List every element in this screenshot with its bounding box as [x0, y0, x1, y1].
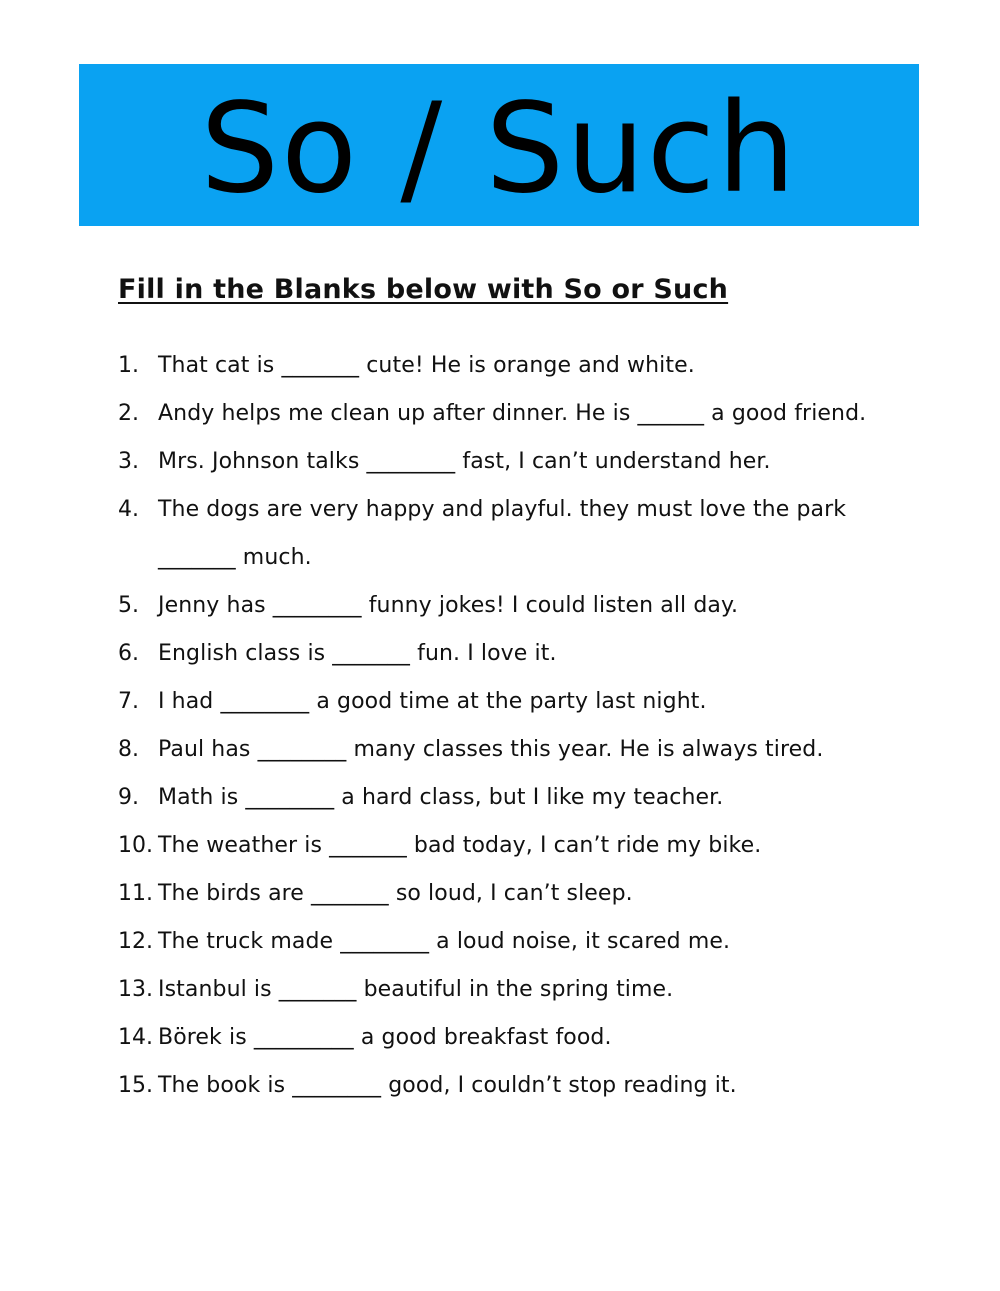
question-number: 14. [118, 1025, 153, 1050]
question-number: 5. [118, 593, 139, 618]
title-banner [79, 64, 919, 226]
question-item [118, 918, 898, 966]
question-number: 12. [118, 929, 153, 954]
question-text: Börek is _________ a good breakfast food. [158, 1025, 612, 1050]
question-text: Istanbul is _______ beautiful in the spring time. [158, 977, 674, 1002]
question-item [118, 774, 898, 822]
question-number: 15. [118, 1073, 153, 1098]
question-item [118, 438, 898, 486]
question-item [118, 582, 898, 630]
instructions-heading: Fill in the Blanks below with So or Such [118, 274, 729, 305]
question-item [118, 390, 898, 438]
question-text: Math is ________ a hard class, but I like my teacher. [158, 785, 724, 810]
question-number: 11. [118, 881, 153, 906]
question-number: 7. [118, 689, 139, 714]
question-text: Mrs. Johnson talks ________ fast, I can’t understand her. [158, 449, 771, 474]
question-number: 13. [118, 977, 153, 1002]
question-text: English class is _______ fun. I love it. [158, 641, 557, 666]
question-text: I had ________ a good time at the party last night. [158, 689, 707, 714]
question-text: Paul has ________ many classes this year. He is always tired. [158, 737, 824, 762]
question-item [118, 966, 898, 1014]
question-text: Jenny has ________ funny jokes! I could listen all day. [158, 593, 739, 618]
page-title: So / Such [200, 77, 798, 221]
question-text: The weather is _______ bad today, I can’t ride my bike. [158, 833, 762, 858]
question-number: 4. [118, 497, 139, 522]
question-number: 1. [118, 353, 139, 378]
question-number: 2. [118, 401, 139, 426]
question-item [118, 1014, 898, 1062]
question-list [118, 342, 898, 1110]
question-item [118, 726, 898, 774]
question-item [118, 1062, 898, 1110]
question-text: That cat is _______ cute! He is orange and white. [158, 353, 695, 378]
question-number: 10. [118, 833, 153, 858]
question-text: The dogs are very happy and playful. they must love the park _______ much. [158, 497, 847, 570]
question-text: The truck made ________ a loud noise, it scared me. [158, 929, 731, 954]
question-text: Andy helps me clean up after dinner. He is ______ a good friend. [158, 401, 867, 426]
question-item [118, 678, 898, 726]
question-item [118, 342, 898, 390]
question-item [118, 822, 898, 870]
question-item [118, 486, 898, 582]
question-number: 8. [118, 737, 139, 762]
question-number: 3. [118, 449, 139, 474]
question-number: 6. [118, 641, 139, 666]
question-item [118, 870, 898, 918]
question-text: The birds are _______ so loud, I can’t sleep. [158, 881, 633, 906]
question-text: The book is ________ good, I couldn’t stop reading it. [158, 1073, 737, 1098]
question-number: 9. [118, 785, 139, 810]
question-item [118, 630, 898, 678]
